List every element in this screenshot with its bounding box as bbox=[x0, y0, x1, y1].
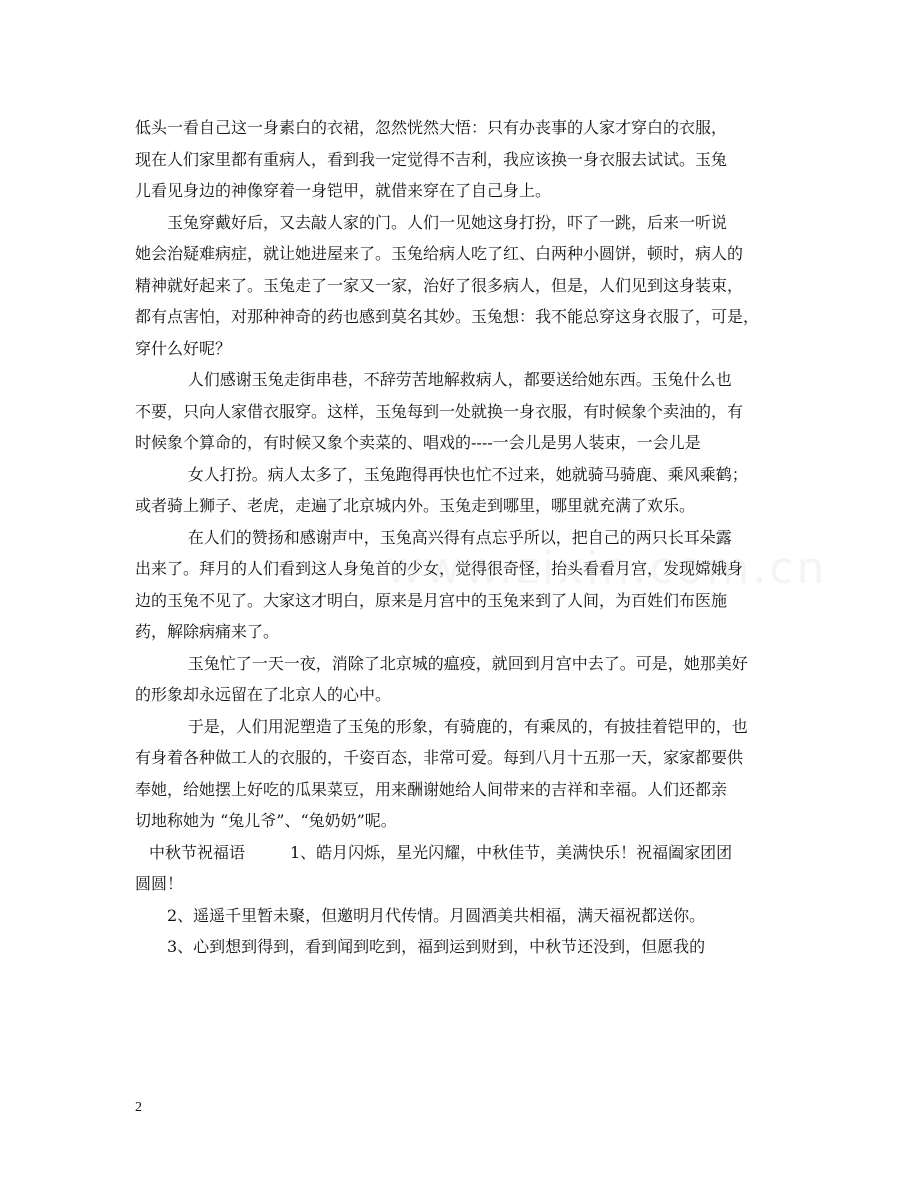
text-line: 在人们的赞扬和感谢声中，玉兔高兴得有点忘乎所以，把自己的两只长耳朵露 bbox=[187, 527, 732, 547]
text-line: 奉她，给她摆上好吃的瓜果菜豆，用来酬谢她给人间带来的吉祥和幸福。人们还都亲 bbox=[135, 779, 728, 799]
text-line: 玉兔忙了一天一夜，消除了北京城的瘟疫，就回到月宫中去了。可是，她那美好 bbox=[187, 653, 748, 673]
paragraph-1 bbox=[135, 112, 795, 207]
page-number: 2 bbox=[135, 1100, 142, 1115]
text-line: 儿看见身边的神像穿着一身铠甲，就借来穿在了自己身上。 bbox=[135, 181, 552, 200]
greeting-line-2: 2、遥遥千里暂未聚，但邀明月代传情。月圆酒美共相福，满天福祝都送你。 bbox=[167, 905, 706, 925]
text-line: 穿什么好呢？ bbox=[135, 338, 232, 358]
text-line: 女人打扮。病人太多了，玉兔跑得再快也忙不过来，她就骑马骑鹿、乘风乘鹤； bbox=[187, 464, 748, 484]
paragraph-6 bbox=[135, 648, 795, 711]
text-line: 出来了。拜月的人们看到这人身兔首的少女，觉得很奇怪，抬头看看月宫，发现嫦娥身 bbox=[135, 559, 744, 578]
paragraph-3 bbox=[135, 364, 795, 459]
body-text bbox=[135, 112, 795, 963]
text-line: 或者骑上狮子、老虎，走遍了北京城内外。玉兔走到哪里，哪里就充满了欢乐。 bbox=[135, 496, 696, 515]
text-line: 低头一看自己这一身素白的衣裙，忽然恍然大悟：只有办丧事的人家才穿白的衣服， bbox=[135, 118, 728, 137]
text-line: 都有点害怕，对那种神奇的药也感到莫名其妙。玉兔想：我不能总穿这身衣服了，可是， bbox=[135, 307, 760, 326]
text-line: 有身着各种做工人的衣服的，千姿百态，非常可爱。每到八月十五那一天，家家都要供 bbox=[135, 748, 744, 767]
text-line: 人们感谢玉兔走街串巷，不辞劳苦地解救病人，都要送给她东西。玉兔什么也 bbox=[187, 370, 732, 389]
greeting-line-1 bbox=[135, 837, 795, 869]
text-line: 边的玉兔不见了。大家这才明白，原来是月宫中的玉兔来到了人间，为百姓们布医施 bbox=[135, 590, 728, 610]
greeting-line-3: 3、心到想到得到，看到闻到吃到，福到运到财到，中秋节还没到，但愿我的 bbox=[167, 937, 706, 956]
paragraph-5 bbox=[135, 522, 795, 648]
paragraph-4 bbox=[135, 459, 795, 522]
text-line: 现在人们家里都有重病人，看到我一定觉得不吉利，我应该换一身衣服去试试。玉兔 bbox=[135, 149, 728, 169]
paragraph-2 bbox=[135, 207, 795, 365]
text-line: 精神就好起来了。玉兔走了一家又一家，治好了很多病人，但是，人们见到这身装束， bbox=[135, 275, 744, 295]
text-line: 不要，只向人家借衣服穿。这样，玉兔每到一处就换一身衣服，有时候象个卖油的，有 bbox=[135, 401, 744, 421]
text-line: 玉兔穿戴好后，又去敲人家的门。人们一见她这身打扮，吓了一跳，后来一听说 bbox=[167, 212, 728, 232]
text-line: 她会治疑难病症，就让她进屋来了。玉兔给病人吃了红、白两种小圆饼，顿时，病人的 bbox=[135, 244, 744, 263]
text-line: 于是，人们用泥塑造了玉兔的形象，有骑鹿的，有乘凤的，有披挂着铠甲的，也 bbox=[187, 716, 748, 736]
paragraph-7 bbox=[135, 711, 795, 837]
greeting-text: 1、皓月闪烁，星光闪耀，中秋佳节，美满快乐！祝福阖家团团 bbox=[290, 842, 733, 862]
greeting-title: 中秋节祝福语 bbox=[149, 842, 246, 862]
text-line: 的形象却永远留在了北京人的心中。 bbox=[135, 685, 392, 704]
text-line: 切地称她为 “兔儿爷”、“兔奶奶”呢。 bbox=[135, 811, 397, 830]
greeting-block bbox=[135, 837, 795, 963]
text-line: 时候象个算命的，有时候又象个卖菜的、唱戏的----一会儿是男人装束，一会儿是 bbox=[135, 433, 701, 452]
text-line: 圆圆！ bbox=[135, 874, 184, 893]
text-line: 药，解除病痛来了。 bbox=[135, 622, 280, 641]
